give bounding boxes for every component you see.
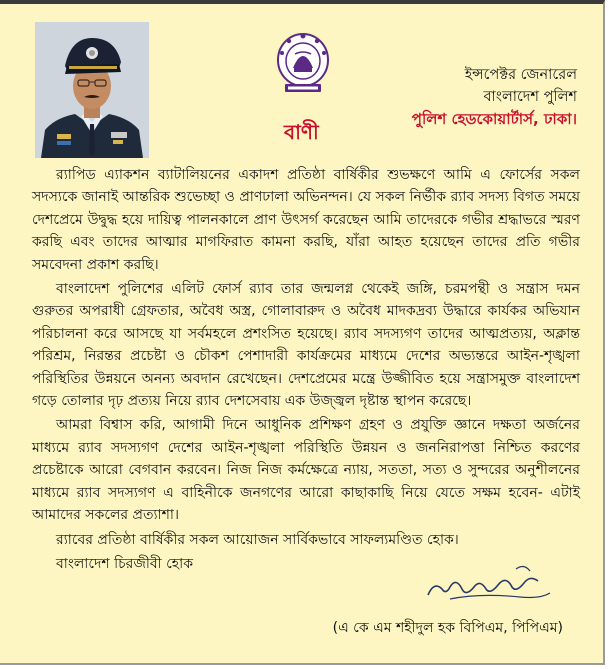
- issuer-title: ইন্সপেক্টর জেনারেল: [464, 67, 577, 83]
- issuer-organization: বাংলাদেশ পুলিশ: [483, 89, 577, 105]
- paragraph-4: র‌্যাবের প্রতিষ্ঠা বার্ষিকীর সকল আয়োজন সার্বিকভাবে সাফল্যমণ্ডিত হোক।: [56, 531, 459, 548]
- paragraph-3: আমরা বিশ্বাস করি, আগামী দিনে আধুনিক প্রশিক্ষণ গ্রহণ ও প্রযুক্তি জ্ঞানে দক্ষতা অর্জনের মাধ্যমে র‌্যাব সদস্যগণ দেশের আইন-শৃঙ্খলা পরিস্থিতি উন্নয়ন ও জননিরাপত্তা নিশ্চিত করণের প্রচেষ্টাকে আরো বেগবান করবেন। নিজ নিজ কর্মক্ষেত্রে ন্যায়, সততা, সত্য ও সুন্দরের অনুশীলনের মাধ্যমে র‌্যাব সদস্যগণ এ বাহিনীকে জনগণের আরো কাছাকাছি নিয়ে যেতে সক্ষম হবেন- এটাই আমাদের সকলের প্রত্যাশা।: [32, 417, 580, 524]
- issuer-location: পুলিশ হেডকোয়ার্টার্স, ঢাকা।: [411, 110, 577, 128]
- signature-image: [420, 559, 560, 614]
- police-emblem-icon: [275, 30, 331, 96]
- paragraph-1: র‌্যাপিড এ্যাকশন ব্যাটালিয়নের একাদশ প্রতিষ্ঠা বার্ষিকীর শুভক্ষণে আমি এ ফোর্সের সকল সদস্যকে জানাই আন্তরিক শুভেচ্ছা ও প্রাণঢালা অভিনন্দন। যে সকল নির্ভীক র‌্যাব সদস্য বিগত সময়ে দেশপ্রেমে উদ্বুদ্ধ হয়ে দায়িত্ব পালনকালে প্রাণ উৎসর্গ করেছেন আমি তাদেরকে গভীর শ্রদ্ধাভরে স্মরণ করছি এবং তাদের আত্মার মাগফিরাত কামনা করছি, যাঁরা আহত হয়েছেন তাদের প্রতি গভীর সমবেদনা প্রকাশ করছি।: [32, 167, 580, 273]
- paragraph-2: বাংলাদেশ পুলিশের এলিট ফোর্স র‌্যাব তার জন্মলগ্ন থেকেই জঙ্গি, চরমপন্থী ও সন্ত্রাস দমন গুরুতর অপরাধী গ্রেফতার, অবৈধ অস্ত্র, গোলাবারুদ ও অবৈধ মাদকদ্রব্য উদ্ধারে কার্যকর অভিযান পরিচালনা করে আসছে যা সর্বমহলে প্রশংসিত হয়েছে। র‌্যাব সদস্যগণ তাদের আত্মপ্রত্যয়, অক্লান্ত পরিশ্রম, নিরন্তর প্রচেষ্টা ও চৌকশ পেশাদারী কার্যক্রমের মাধ্যমে দেশের অভ্যন্তরে আইন-শৃঙ্খলা পরিস্থিতির উন্নয়নে অনন্য অবদান রেখেছেন। দেশপ্রেমের মন্ত্রে উজ্জীবিত হয়ে সন্ত্রাসমুক্ত বাংলাদেশ গড়ে তোলার দৃঢ় প্রত্যয় নিয়ে র‌্যাব দেশসেবায় এক উজ্জ্বল দৃষ্টান্ত স্থাপন করেছে।: [32, 281, 580, 410]
- message-body: [32, 164, 580, 575]
- signer-name: (এ কে এম শহীদুল হক বিপিএম, পিপিএম): [332, 620, 563, 636]
- issuer-block: [412, 64, 577, 130]
- portrait-image: [35, 22, 149, 158]
- paragraph-5: বাংলাদেশ চিরজীবী হোক: [56, 555, 194, 572]
- page-title: বাণী: [284, 120, 319, 144]
